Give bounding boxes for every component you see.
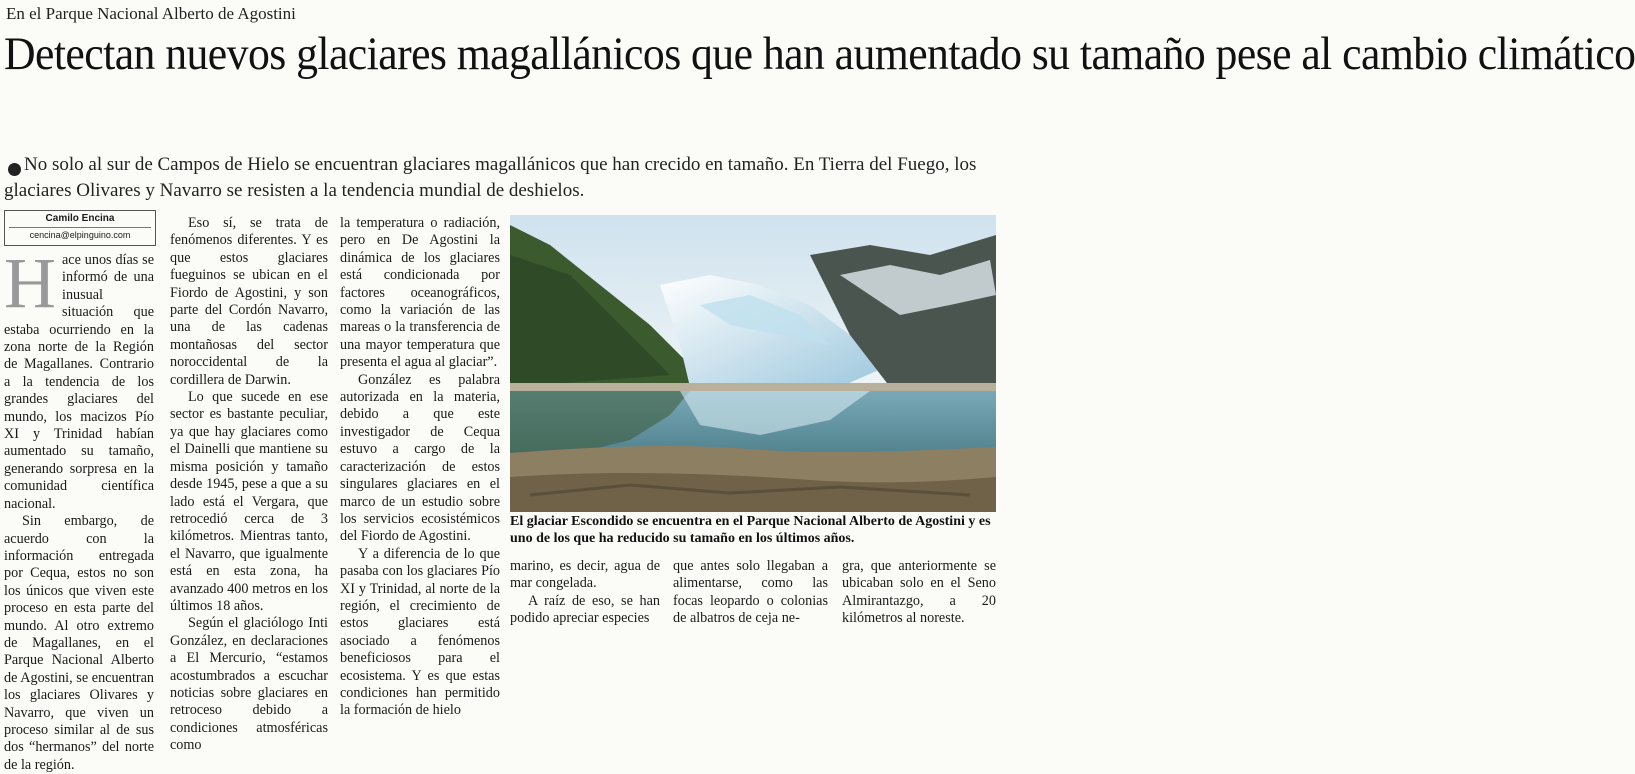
byline-email: cencina@elpinguino.com xyxy=(29,230,131,240)
article-column-4 xyxy=(510,558,660,628)
article-column-2 xyxy=(170,215,328,755)
paragraph: Lo que sucede en ese sector es bastante peculiar, ya que hay glaciares como el Dainelli que mantiene su misma posición y tamaño desde 1945, pese a que a su lado está el Vergara, que retrocedió cerca de 3 kilómetros. Mientras tanto, el Navarro, que igualmente está en esta zona, ha avanzado 400 metros en los últimos 18 años. xyxy=(170,389,328,614)
paragraph: la temperatura o radiación, pero en De Agostini la dinámica de los glaciares está condicionada por factores oceanográficos, como la variación de las mareas o la transferencia de una mayor temperatura que presenta el agua al glaciar”. xyxy=(340,215,500,371)
paragraph: que antes solo llegaban a alimentarse, como las focas leopardo o colonias de albatros de ceja ne- xyxy=(673,558,828,627)
byline-name: Camilo Encina xyxy=(45,213,115,224)
summary: No solo al sur de Campos de Hielo se encuentran glaciares magallánicos que han crecido en tamaño. En Tierra del Fuego, los glaciares Olivares y Navarro se resisten a la tendencia mundial de deshielos. xyxy=(4,154,977,201)
paragraph: gra, que anteriormente se ubicaban solo en el Seno Almirantazgo, a 20 kilómetros al noreste. xyxy=(842,558,996,627)
paragraph: Según el glaciólogo Inti González, en declaraciones a El Mercurio, “estamos acostumbrados a escuchar noticias sobre glaciares en retroceso debido a condiciones atmosféricas como xyxy=(170,615,328,754)
photo-caption: El glaciar Escondido se encuentra en el Parque Nacional Alberto de Agostini y es uno de los que ha reducido su tamaño en los últimos años. xyxy=(510,514,991,546)
article-column-1 xyxy=(4,243,154,774)
paragraph: Eso sí, se trata de fenómenos diferentes. Y es que estos glaciares fueguinos se ubican en el Fiordo de Agostini, y son parte del Cordón Navarro, una de las cadenas montañosas del sector noroccidental de la cordillera de Darwin. xyxy=(170,215,328,388)
drop-cap: H xyxy=(4,243,56,323)
kicker: En el Parque Nacional Alberto de Agostini xyxy=(6,4,296,23)
byline-box xyxy=(4,210,156,246)
paragraph-text: ace unos días se informó de una inusual situación que estaba ocurriendo en la zona norte de la Región de Magallanes. Contrario a la tendencia de los grandes glaciares del mundo, los macizos Pío XI y Trinidad habían aumentado su tamaño, generando sorpresa en la comunidad científica nacional. xyxy=(4,252,154,512)
paragraph: marino, es decir, agua de mar congelada. xyxy=(510,558,660,592)
photo-credit: CEDIDA xyxy=(500,478,507,505)
article-column-5 xyxy=(673,558,828,628)
headline: Detectan nuevos glaciares magallánicos que han aumentado su tamaño pese al cambio climático xyxy=(4,28,1635,80)
glacier-photo xyxy=(510,215,996,512)
paragraph: A raíz de eso, se han podido apreciar especies xyxy=(510,592,660,627)
paragraph xyxy=(4,243,154,513)
byline-divider xyxy=(9,227,151,228)
article-column-6 xyxy=(842,558,996,628)
paragraph: González es palabra autorizada en la materia, debido a que este investigador de Cequa estuvo a cargo de la caracterización de estos singulares glaciares en el marco de un estudio sobre los servicios ecosistémicos del Fiordo de Agostini. xyxy=(340,371,500,545)
paragraph: Y a diferencia de lo que pasaba con los glaciares Pío XI y Trinidad, al norte de la región, el crecimiento de estos glaciares está asociado a fenómenos beneficiosos para el ecosistema. Y es que estas condiciones han permitido la formación de hielo xyxy=(340,545,500,719)
article-column-3 xyxy=(340,215,500,720)
paragraph: Sin embargo, de acuerdo con la información entregada por Cequa, estos no son los únicos que viven este proceso en esta parte del mundo. Al otro extremo de Magallanes, en el Parque Nacional Alberto de Agostini, se encuentran los glaciares Olivares y Navarro, que viven un proceso similar al de sus dos “hermanos” del norte de la región. xyxy=(4,513,154,773)
